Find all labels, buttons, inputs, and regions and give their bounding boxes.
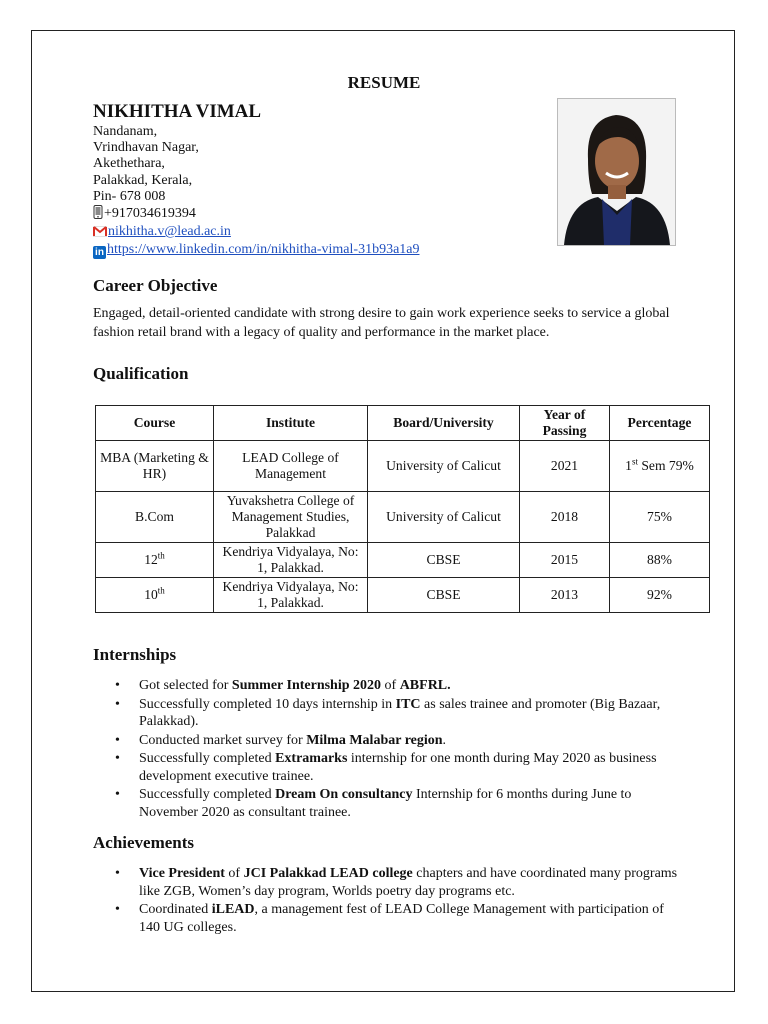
cell-year: 2018 (520, 492, 610, 543)
internships-heading: Internships (93, 645, 177, 664)
cell-institute: Yuvakshetra College of Management Studies, Palakkad (214, 492, 368, 543)
cell-board: University of Calicut (368, 441, 520, 492)
cell-year: 2013 (520, 578, 610, 613)
resume-title: RESUME (347, 73, 421, 92)
phone-row (93, 205, 420, 224)
phone-icon (93, 205, 103, 224)
header-board: Board/University (368, 406, 520, 441)
list-item: • Successfully completed Dream On consultancy Internship for 6 months during June to November 2020 as consultant trainee. (93, 786, 683, 821)
address-line: Nandanam, (93, 124, 158, 139)
address-line: Vrindhavan Nagar, (93, 140, 199, 156)
cell-board: CBSE (368, 543, 520, 578)
career-objective-text: Engaged, detail-oriented candidate with strong desire to gain work experience seeks to service a global fashion retail brand with a legacy of quality and performance in the market place. (93, 306, 670, 340)
cell-institute: Kendriya Vidyalaya, No: 1, Palakkad. (214, 543, 368, 578)
email-row (93, 224, 420, 242)
achievements-heading: Achievements (93, 833, 195, 852)
cell-percentage: 1st Sem 79% (610, 441, 710, 492)
list-item: • Coordinated iLEAD, a management fest of LEAD College Management with participation of 140 UG colleges. (93, 901, 683, 936)
list-item: • Successfully completed Extramarks internship for one month during May 2020 as business development executive trainee. (93, 750, 683, 785)
list-item: • Vice President of JCI Palakkad LEAD college chapters and have coordinated many programs like ZGB, Women’s day program, Worlds poetry day programs etc. (93, 865, 683, 900)
cell-course: 10th (96, 578, 214, 613)
linkedin-link[interactable]: https://www.linkedin.com/in/nikhitha-vimal-31b93a1a9 (107, 242, 420, 258)
table-header-row (96, 406, 710, 441)
header-course: Course (96, 406, 214, 441)
gmail-icon (93, 226, 107, 242)
phone-number: +917034619394 (104, 206, 196, 222)
cell-board: CBSE (368, 578, 520, 613)
qualification-table (95, 405, 710, 613)
address-line: Akethethara, (93, 156, 165, 172)
cell-percentage: 75% (610, 492, 710, 543)
achievements-list (93, 865, 683, 937)
qualification-heading: Qualification (93, 364, 189, 383)
linkedin-row (93, 242, 420, 259)
cell-board: University of Calicut (368, 492, 520, 543)
cell-percentage: 92% (610, 578, 710, 613)
candidate-name: NIKHITHA VIMAL (93, 101, 262, 122)
profile-photo (557, 98, 676, 246)
cell-institute: LEAD College of Management (214, 441, 368, 492)
list-item: • Conducted market survey for Milma Malabar region. (93, 732, 683, 750)
cell-institute: Kendriya Vidyalaya, No: 1, Palakkad. (214, 578, 368, 613)
linkedin-icon: in (93, 246, 106, 259)
address-line: Palakkad, Kerala, (93, 172, 193, 188)
career-objective-heading: Career Objective (93, 276, 218, 295)
table-row (96, 441, 710, 492)
table-row (96, 543, 710, 578)
email-link[interactable]: nikhitha.v@lead.ac.in (108, 224, 231, 240)
header-year: Year of Passing (520, 406, 610, 441)
cell-course: MBA (Marketing & HR) (96, 441, 214, 492)
header-percentage: Percentage (610, 406, 710, 441)
header-institute: Institute (214, 406, 368, 441)
internships-list (93, 677, 683, 822)
list-item: • Got selected for Summer Internship 2020 of ABFRL. (93, 677, 683, 695)
cell-year: 2021 (520, 441, 610, 492)
cell-year: 2015 (520, 543, 610, 578)
address-line: Pin- 678 008 (93, 188, 166, 204)
cell-course: 12th (96, 543, 214, 578)
cell-course: B.Com (96, 492, 214, 543)
list-item: • Successfully completed 10 days internship in ITC as sales trainee and promoter (Big Bazaar, Palakkad). (93, 696, 683, 731)
cell-percentage: 88% (610, 543, 710, 578)
contact-block (93, 124, 420, 259)
table-row (96, 492, 710, 543)
table-row (96, 578, 710, 613)
